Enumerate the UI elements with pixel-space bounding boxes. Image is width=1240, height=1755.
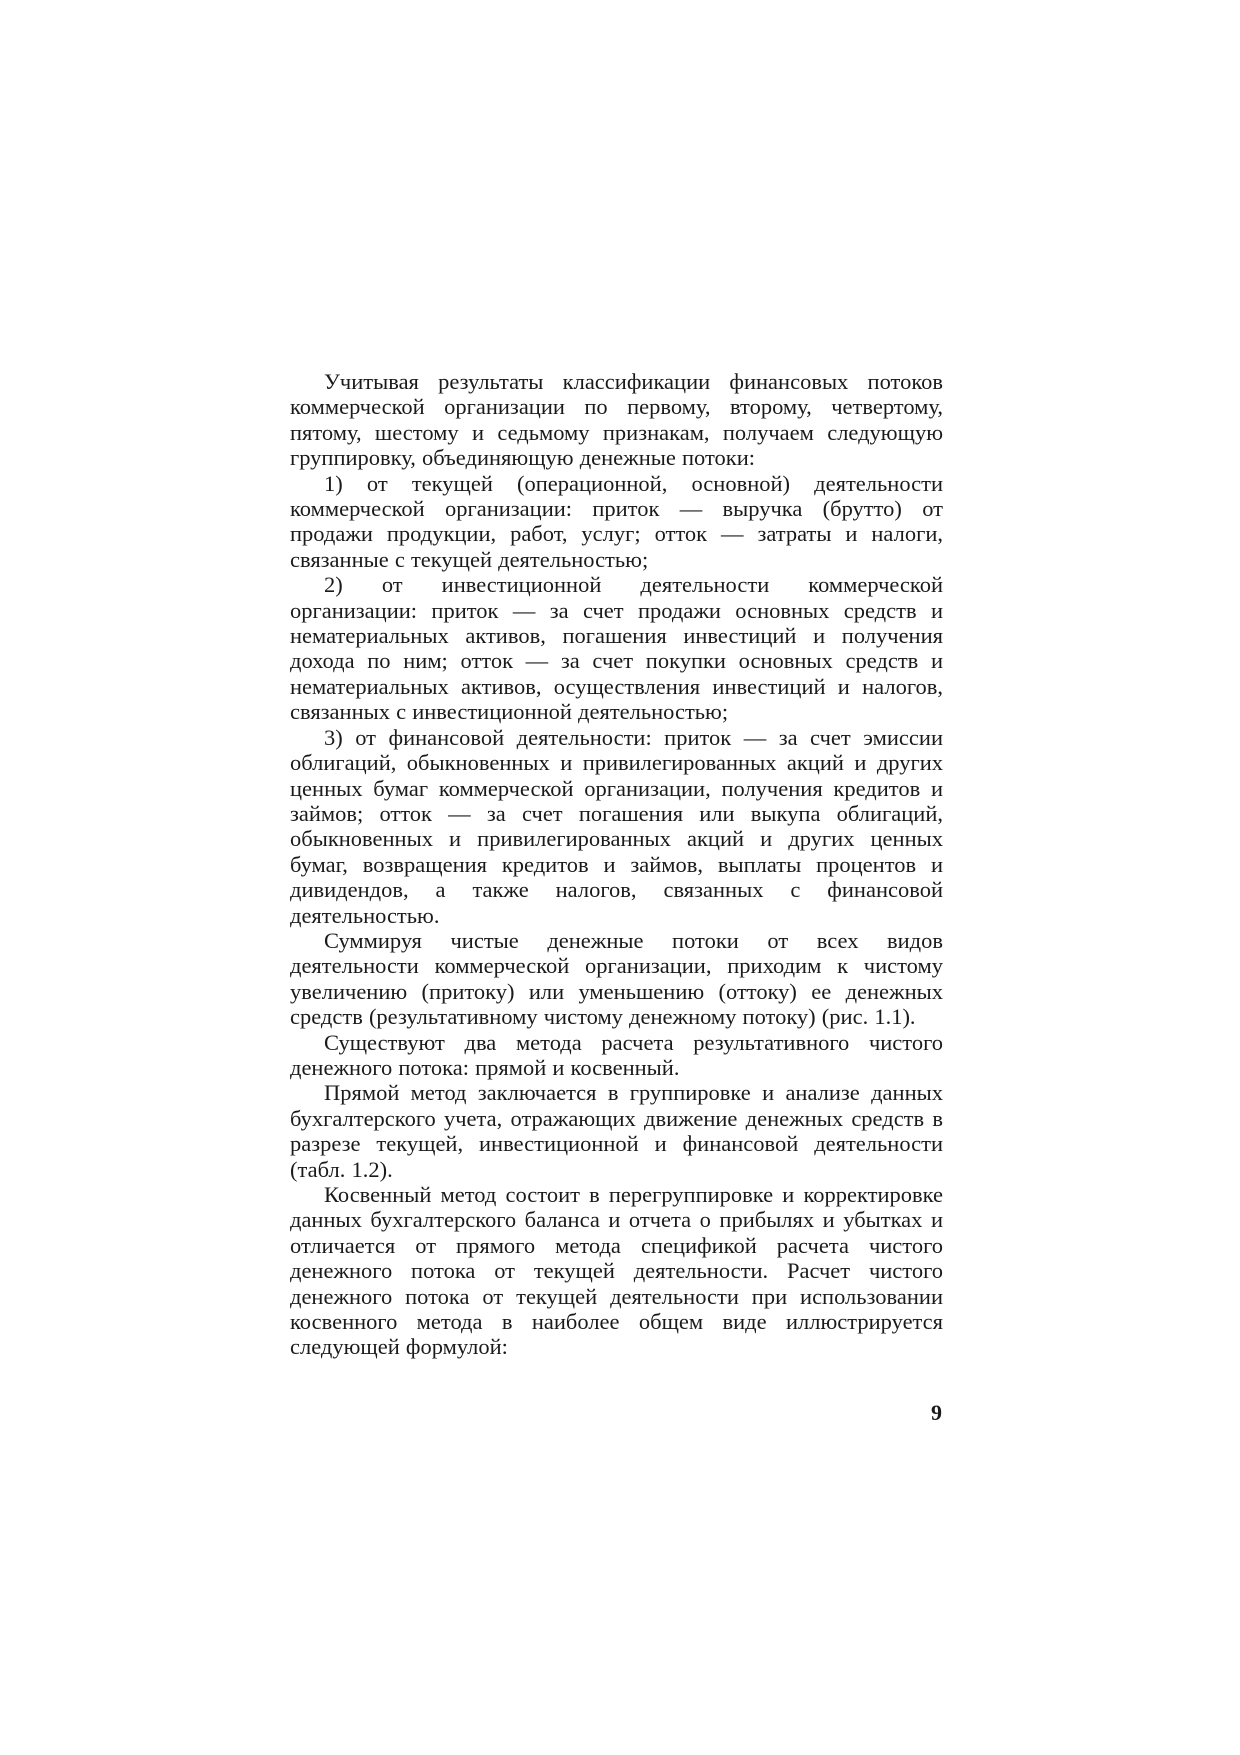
paragraph-direct-method: Прямой метод заключается в группировке и анализе данных бухгалтерского учета, отражающих движение денежных средств в разрезе текущей, инвестиционной и финансовой деятельности (табл. 1.2). (290, 1080, 943, 1182)
paragraph-item-1-operating: 1) от текущей (операционной, основной) деятельности коммерческой организации: приток — выручка (брутто) от продажи продукции, работ, услуг; отток — затраты и налоги, связанные с текущей деятельностью; (290, 470, 943, 572)
paragraph-net-flow: Суммируя чистые денежные потоки от всех видов деятельности коммерческой организации, приходим к чистому увеличению (притоку) или уменьшению (оттоку) ее денежных средств (результативному чистому денежному потоку) (рис. 1.1). (290, 927, 943, 1030)
paragraph-item-3-financing: 3) от финансовой деятельности: приток — за счет эмиссии облигаций, обыкновенных и привилегированных акций и других ценных бумаг коммерческой организации, получения кредитов и займов; отток — за счет погашения или выкупа облигаций, обыкновенных и привилегированных акций и других ценных бумаг, возвращения кредитов и займов, выплаты процентов и дивидендов, а также налогов, связанных с финансовой деятельностью. (290, 724, 943, 928)
page-body-text (290, 369, 943, 1360)
page-number: 9 (931, 1400, 942, 1425)
paragraph-indirect-method: Косвенный метод состоит в перегруппировке и корректировке данных бухгалтерского баланса и отчета о прибылях и убытках и отличается от прямого метода спецификой расчета чистого денежного потока от текущей деятельности. Расчет чистого денежного потока от текущей деятельности при использовании косвенного метода в наиболее общем виде иллюстрируется следующей формулой: (290, 1182, 943, 1360)
paragraph-item-2-investing: 2) от инвестиционной деятельности коммерческой организации: приток — за счет продажи основных средств и нематериальных активов, погашения инвестиций и получения дохода по ним; отток — за счет покупки основных средств и нематериальных активов, осуществления инвестиций и налогов, связанных с инвестиционной деятельностью; (290, 572, 943, 725)
paragraph-intro: Учитывая результаты классификации финансовых потоков коммерческой организации по первому, второму, четвертому, пятому, шестому и седьмому признакам, получаем следующую группировку, объединяющую денежные потоки: (290, 369, 943, 471)
paragraph-two-methods: Существуют два метода расчета результативного чистого денежного потока: прямой и косвенный. (290, 1029, 943, 1080)
